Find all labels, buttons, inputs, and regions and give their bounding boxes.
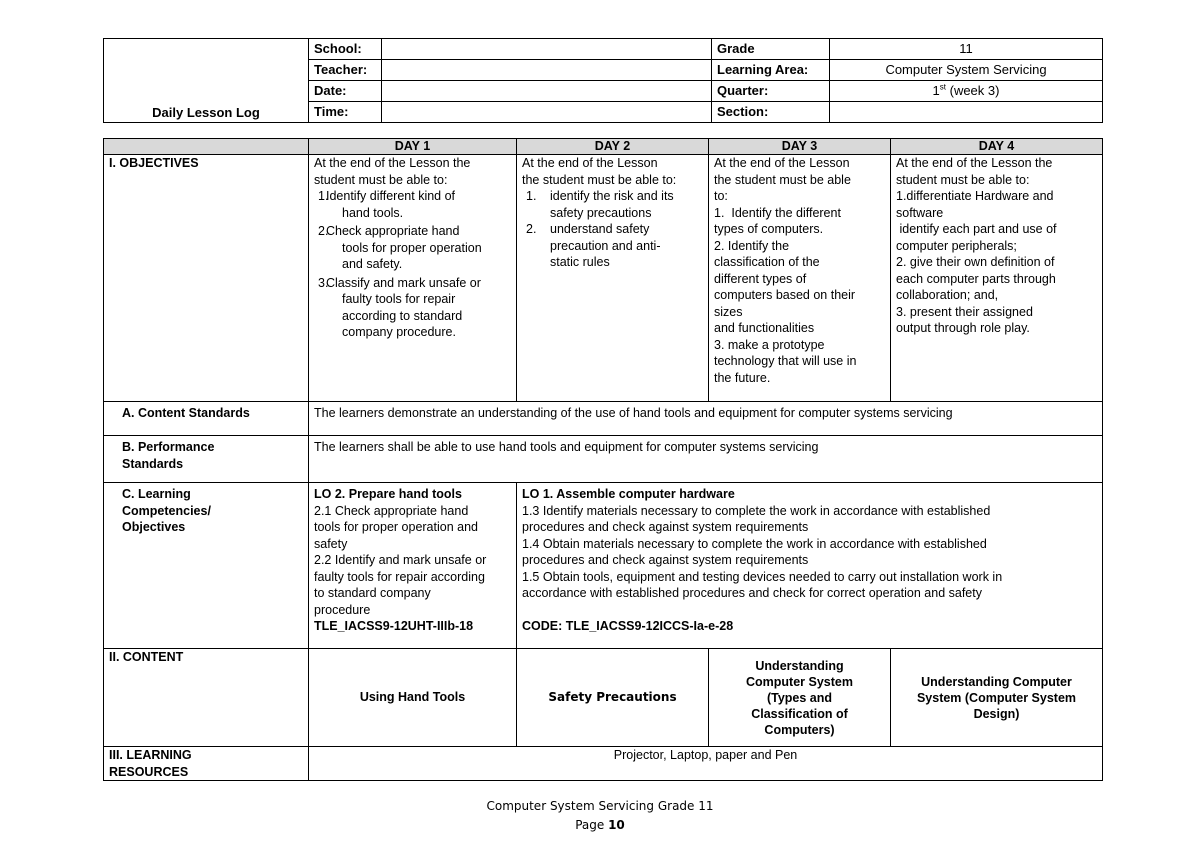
section-field (830, 102, 1103, 123)
competency-code: CODE: TLE_IACSS9-12ICCS-Ia-e-28 (522, 618, 734, 633)
time-field (382, 102, 712, 123)
objectives-label: I. OBJECTIVES (104, 155, 309, 402)
objectives-day3: At the end of the Lesson the student must be able to: 1. Identify the different types of computers. 2. Identify the classification of the different types of computers based on their sizes and functionalities 3. make a prototype technology that will use in the future. (709, 155, 891, 402)
list-item: 1. Identify different kind of hand tools. (318, 189, 456, 220)
day1-header: DAY 1 (309, 139, 517, 155)
date-field (382, 81, 712, 102)
learning-resources-text: Projector, Laptop, paper and Pen (309, 747, 1103, 781)
lesson-table (103, 138, 1103, 781)
objectives-day2: At the end of the Lesson the student must be able to: 1. identify the risk and its safety precautions 2. understand safety precaution and anti- static rules (517, 155, 709, 402)
quarter-value: 1st (week 3) (830, 81, 1103, 102)
list-item: 1. identify the risk and its safety precautions (526, 189, 674, 220)
learning-resources-label: III. LEARNING RESOURCES (104, 747, 309, 781)
content-day3: Understanding Computer System (Types and Classification of Computers) (709, 649, 891, 747)
list-item: 2. Check appropriate hand tools for proper operation and safety. (318, 224, 482, 271)
time-label: Time: (309, 102, 382, 123)
page-number: Page 10 (575, 818, 625, 832)
content-day1: Using Hand Tools (309, 649, 517, 747)
performance-standards-text: The learners shall be able to use hand tools and equipment for computer systems servicing (309, 436, 1103, 483)
grade-label: Grade (712, 39, 830, 60)
objectives-day1-list (314, 188, 511, 341)
objectives-day4: At the end of the Lesson the student must be able to: 1.differentiate Hardware and software identify each part and use of computer peripherals; 2. give their own definition of each computer parts through collaboration; and, 3. present their assigned output through role play. (891, 155, 1103, 402)
competencies-day2-4: LO 1. Assemble computer hardware 1.3 Identify materials necessary to complete the work in accordance with established procedures and check against system requirements 1.4 Obtain materials necessary to complete the work in accordance with established procedures and check against system requirements 1.5 Obtain tools, equipment and testing devices needed to carry out installation work in accordance with established procedures and check for correct operation and safety CODE: TLE_IACSS9-12ICCS-Ia-e-28 (517, 483, 1103, 649)
day2-header: DAY 2 (517, 139, 709, 155)
quarter-label: Quarter: (712, 81, 830, 102)
teacher-label: Teacher: (309, 60, 382, 81)
header-table (103, 38, 1103, 123)
objectives-day1: At the end of the Lesson the student must be able to: 1. Identify different kind of hand tools. 2. Check appropriate hand tools for proper operation and safety. 3. Classify and mark unsafe or faulty tools for repair according to standard company procedure. (309, 155, 517, 402)
list-item: 2. understand safety precaution and anti- static rules (526, 222, 661, 269)
content-day2: Safety Precautions (517, 649, 709, 747)
objectives-day2-list (522, 188, 703, 271)
content-label: II. CONTENT (104, 649, 309, 747)
day4-header: DAY 4 (891, 139, 1103, 155)
page-footer (0, 797, 1200, 835)
school-field (382, 39, 712, 60)
competencies-day1: LO 2. Prepare hand tools 2.1 Check appropriate hand tools for proper operation and safety 2.2 Identify and mark unsafe or faulty tools for repair according to standard company procedure TLE_IACSS9-12UHT-IIIb-18 (309, 483, 517, 649)
learning-area-label: Learning Area: (712, 60, 830, 81)
footer-title: Computer System Servicing Grade 11 (486, 799, 714, 813)
daily-lesson-log-title: Daily Lesson Log (104, 39, 309, 123)
grade-value: 11 (830, 39, 1103, 60)
competency-code: TLE_IACSS9-12UHT-IIIb-18 (314, 619, 474, 633)
learning-area-value: Computer System Servicing (830, 60, 1103, 81)
content-day4: Understanding Computer System (Computer System Design) (891, 649, 1103, 747)
teacher-field (382, 60, 712, 81)
content-standards-text: The learners demonstrate an understanding of the use of hand tools and equipment for computer systems servicing (309, 402, 1103, 436)
list-item: 3. Classify and mark unsafe or faulty tools for repair according to standard company procedure. (318, 275, 481, 339)
school-label: School: (309, 39, 382, 60)
performance-standards-label: B. Performance Standards (104, 436, 309, 483)
competencies-label: C. Learning Competencies/ Objectives (104, 483, 309, 649)
content-standards-label: A. Content Standards (104, 402, 309, 436)
day3-header: DAY 3 (709, 139, 891, 155)
section-label: Section: (712, 102, 830, 123)
blank-corner (104, 139, 309, 155)
date-label: Date: (309, 81, 382, 102)
